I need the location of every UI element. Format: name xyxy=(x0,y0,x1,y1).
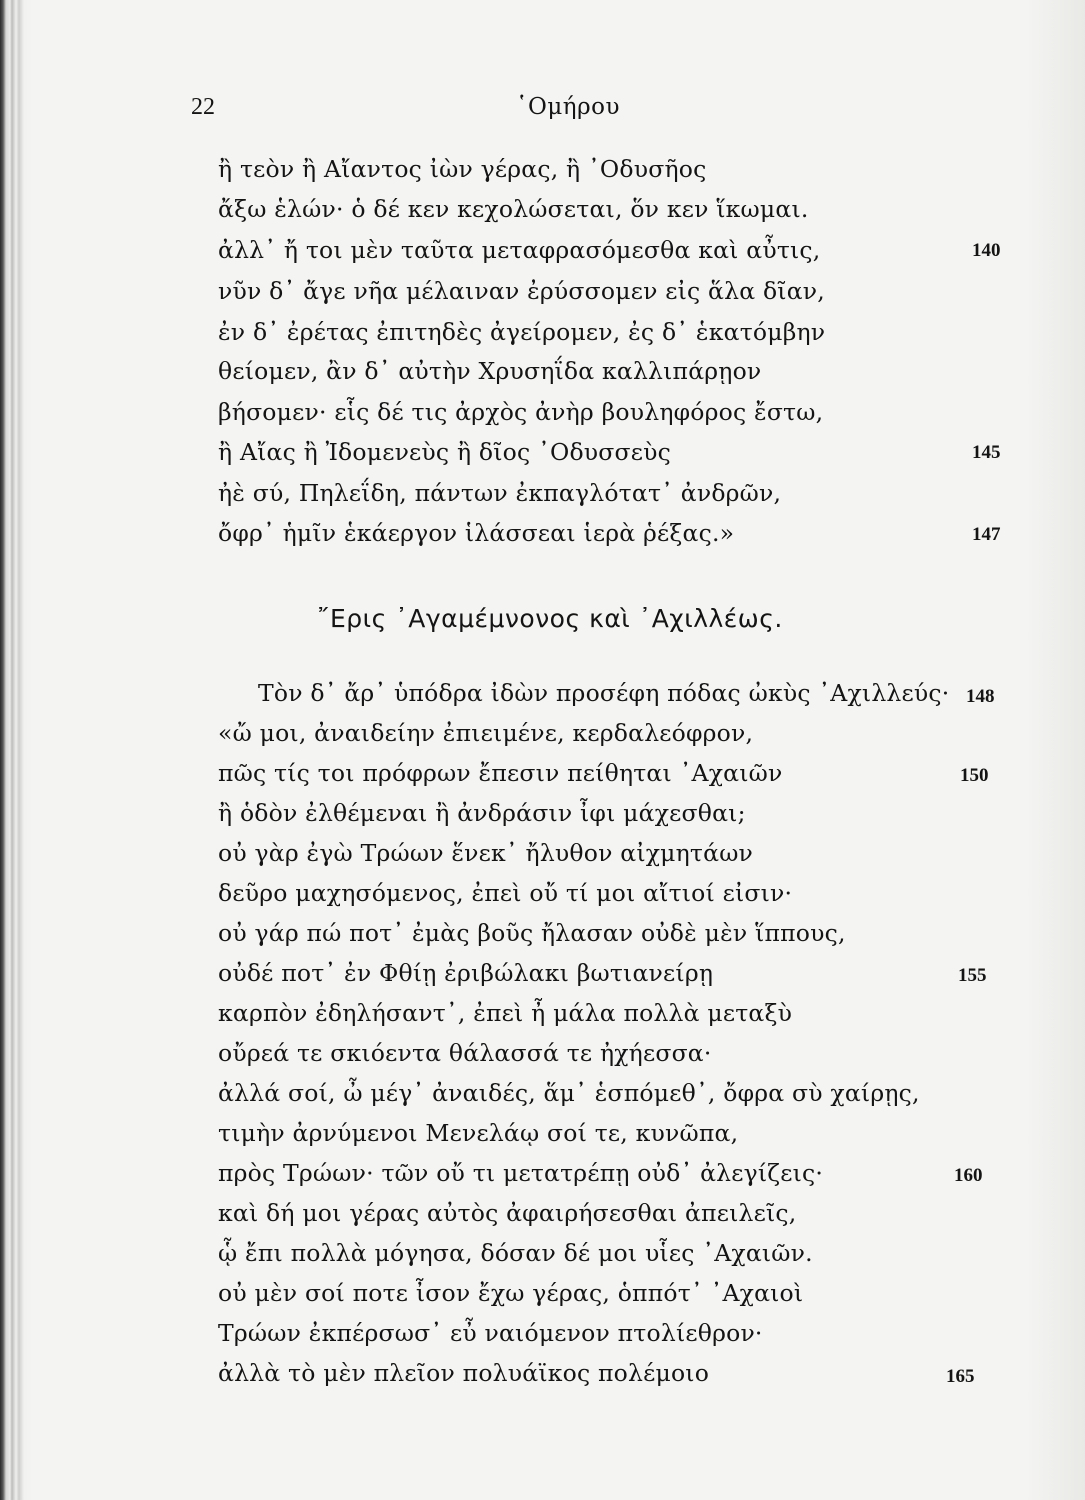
line-number: 147 xyxy=(972,524,1001,545)
verse-line: ὄφρ᾿ ἡμῖν ἑκάεργον ἱλάσσεαι ἱερὰ ῥέξας.» xyxy=(218,519,735,547)
page-number: 22 xyxy=(191,94,215,120)
page-shadow xyxy=(1025,0,1085,1500)
verse-line: καρπὸν ἐδηλήσαντ᾿, ἐπεὶ ἦ μάλα πολλὰ μεταξὺ xyxy=(218,999,793,1027)
verse-line: βήσομεν· εἷς δέ τις ἀρχὸς ἀνὴρ βουληφόρος ἔστω, xyxy=(218,398,824,426)
line-number: 145 xyxy=(972,442,1001,463)
verse-line: οὐδέ ποτ᾿ ἐν Φθίῃ ἐριβώλακι βωτιανείρῃ xyxy=(218,959,714,987)
line-number: 165 xyxy=(946,1366,975,1387)
verse-line: πῶς τίς τοι πρόφρων ἔπεσιν πείθηται ᾿Αχαιῶν xyxy=(218,759,783,787)
verse-line: οὐ γὰρ ἐγὼ Τρώων ἕνεκ᾿ ἤλυθον αἰχμητάων xyxy=(218,839,754,867)
verse-line: ἢ τεὸν ἢ Αἴαντος ἰὼν γέρας, ἢ ᾿Οδυσῆος xyxy=(218,155,707,183)
verse-line: τιμὴν ἀρνύμενοι Μενελάῳ σοί τε, κυνῶπα, xyxy=(218,1119,739,1147)
verse-line: ἀλλὰ τὸ μὲν πλεῖον πολυάϊκος πολέμοιο xyxy=(218,1359,710,1387)
verse-line: ἢ Αἴας ἢ Ἰδομενεὺς ἢ δῖος ᾿Οδυσσεὺς xyxy=(218,438,671,466)
line-number: 150 xyxy=(960,765,989,786)
page-binding-edge xyxy=(0,0,34,1500)
verse-line: ἐν δ᾿ ἐρέτας ἐπιτηδὲς ἀγείρομεν, ἐς δ᾿ ἑκατόμβην xyxy=(218,318,826,346)
verse-line: «ὤ μοι, ἀναιδείην ἐπιειμένε, κερδαλεόφρον, xyxy=(218,719,754,747)
verse-line: πρὸς Τρώων· τῶν οὔ τι μετατρέπῃ οὐδ᾿ ἀλεγίζεις· xyxy=(218,1159,824,1187)
running-head: ῾Ομήρου xyxy=(516,94,620,120)
line-number: 140 xyxy=(972,240,1001,261)
verse-line: ᾧ ἔπι πολλὰ μόγησα, δόσαν δέ μοι υἷες ᾿Αχαιῶν. xyxy=(218,1239,813,1267)
verse-line: ἄξω ἑλών· ὁ δέ κεν κεχολώσεται, ὅν κεν ἵκωμαι. xyxy=(218,195,809,223)
line-number: 155 xyxy=(958,965,987,986)
verse-line: καὶ δή μοι γέρας αὐτὸς ἀφαιρήσεσθαι ἀπειλεῖς, xyxy=(218,1199,797,1227)
verse-line: δεῦρο μαχησόμενος, ἐπεὶ οὔ τί μοι αἴτιοί εἰσιν· xyxy=(218,879,793,907)
line-number: 160 xyxy=(954,1165,983,1186)
verse-line: ἢ ὁδὸν ἐλθέμεναι ἢ ἀνδράσιν ἶφι μάχεσθαι; xyxy=(218,799,746,827)
verse-line: ἠὲ σύ, Πηλεΐδη, πάντων ἐκπαγλότατ᾿ ἀνδρῶν, xyxy=(218,479,782,507)
verse-line: οὐ μὲν σοί ποτε ἶσον ἔχω γέρας, ὁππότ᾿ ᾿Αχαιοὶ xyxy=(218,1279,804,1307)
verse-line: οὔρεά τε σκιόεντα θάλασσά τε ἠχήεσσα· xyxy=(218,1039,712,1067)
verse-line: ἀλλά σοί, ὦ μέγ᾿ ἀναιδές, ἅμ᾿ ἑσπόμεθ᾿, ὄφρα σὺ χαίρῃς, xyxy=(218,1079,920,1107)
verse-line: Τρώων ἐκπέρσωσ᾿ εὖ ναιόμενον πτολίεθρον· xyxy=(218,1319,763,1347)
line-number: 148 xyxy=(966,686,995,707)
section-title: ῎Ερις ᾿Αγαμέμνονος καὶ ᾿Αχιλλέως. xyxy=(317,604,783,633)
verse-line: νῦν δ᾿ ἄγε νῆα μέλαιναν ἐρύσσομεν εἰς ἅλα δῖαν, xyxy=(218,277,825,305)
verse-line: οὐ γάρ πώ ποτ᾿ ἐμὰς βοῦς ἤλασαν οὐδὲ μὲν ἵππους, xyxy=(218,919,846,947)
verse-line: θείομεν, ἂν δ᾿ αὐτὴν Χρυσηΐδα καλλιπάρῃον xyxy=(218,357,762,385)
verse-line: Τὸν δ᾿ ἄρ᾿ ὑπόδρα ἰδὼν προσέφη πόδας ὠκὺς ᾿Αχιλλεύς· xyxy=(258,679,950,707)
verse-line: ἀλλ᾿ ἤ τοι μὲν ταῦτα μεταφρασόμεσθα καὶ αὖτις, xyxy=(218,236,821,264)
